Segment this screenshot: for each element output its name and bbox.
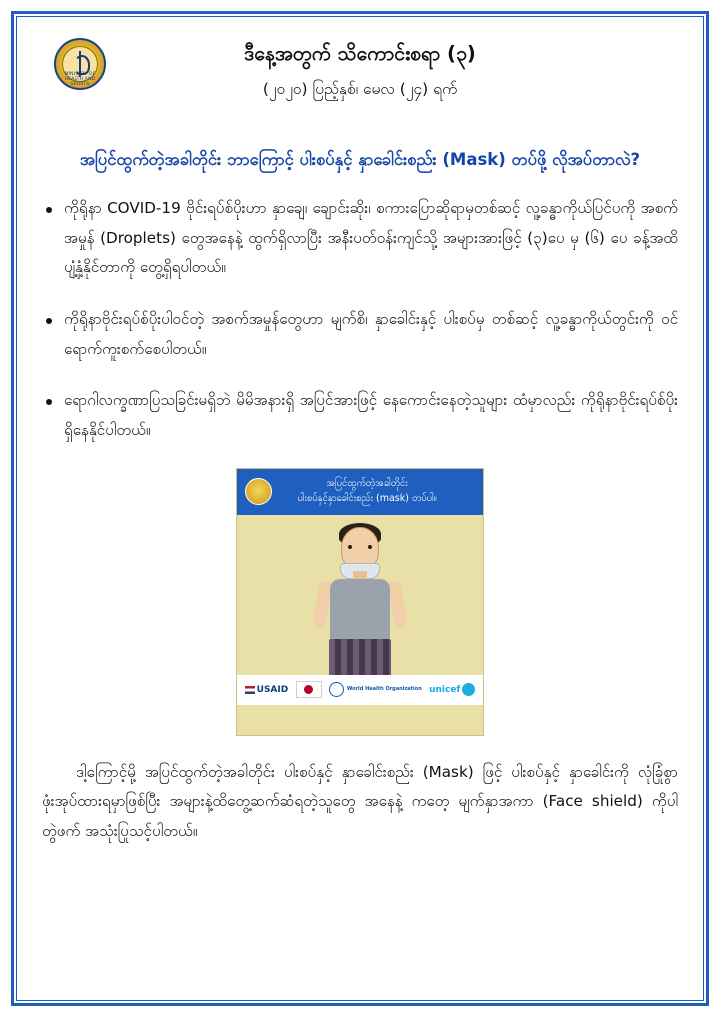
poster-headline-line1: အပြင်ထွက်တဲ့အခါတိုင်း — [326, 478, 408, 490]
list-item — [46, 305, 678, 364]
figure-torso — [330, 579, 390, 641]
figure-eye-right — [368, 545, 372, 549]
list-item — [46, 386, 678, 445]
poster-header — [237, 469, 483, 515]
page-title: ဒီနေ့အတွက် သိကောင်းစရာ (၃) — [244, 42, 476, 65]
seal-caption: MINISTRY OF HEALTH AND SPORTS — [64, 72, 96, 87]
list-item-text: ကိုရိုနာဗိုင်းရပ်စ်ပိုးပါဝင်တဲ့ အစက်အမှုန်တွေဟာ မျက်စိ၊ နှာခေါင်းနှင့် ပါးစပ်မှ တစ်ဆင့် လူ့ခန္ဓာကိုယ်တွင်းကို ဝင်ရောက်ကူးစက်စေပါတယ်။ — [64, 309, 678, 358]
list-item-text: ကိုရိုနာ COVID-19 ဗိုင်းရပ်စ်ပိုးဟာ နှာချေ၊ ချောင်းဆိုး၊ စကားပြောဆိုရာမှတစ်ဆင့် လူ့ခန္ဓာကိုယ်ပြင်ပကို အစက်အမှုန် (Droplets) တွေအနေနဲ့ ထွက်ရှိလာပြီး အနီးပတ်ဝန်းကျင်သို့ အများအားဖြင့် (၃)ပေ မှ (၆) ပေ ခန့်အထိ ပျံ့နှံ့နိုင်တာကို တွေ့ရှိရပါတယ်။ — [64, 199, 678, 277]
bullet-marker-icon — [46, 305, 64, 327]
who-logo-label: World Health Organization — [346, 685, 422, 692]
who-globe-icon — [329, 682, 344, 697]
unicef-logo — [429, 683, 475, 696]
usaid-logo — [245, 685, 289, 695]
poster-container — [24, 468, 696, 736]
section-heading: အပြင်ထွက်တဲ့အခါတိုင်း ဘာကြောင့် ပါးစပ်နှင့် နှာခေါင်းစည်း (Mask) တပ်ဖို့ လိုအပ်တာလဲ? — [79, 150, 641, 169]
figure-arm-right — [387, 580, 408, 628]
publication-date: (၂၀၂၀) ပြည့်နှစ်၊ မေလ (၂၄) ရက် — [262, 80, 458, 99]
usaid-flag-icon — [245, 686, 255, 694]
document-content — [24, 26, 696, 993]
bullet-marker-icon — [46, 386, 64, 408]
bullet-marker-icon — [46, 194, 64, 216]
poster-illustration — [237, 515, 483, 705]
closing-paragraph-wrapper — [24, 758, 696, 847]
poster-seal-icon — [245, 478, 272, 505]
list-item — [46, 194, 678, 283]
poster-headline — [277, 477, 442, 506]
figure-eye-left — [348, 545, 352, 549]
closing-paragraph: ဒါ့ကြောင့်မို့ အပြင်ထွက်တဲ့အခါတိုင်း ပါးစပ်နှင့် နှာခေါင်းစည်း (Mask) ဖြင့် ပါးစပ်နှင့် နှာခေါင်းကို လုံခြုံစွာဖုံးအုပ်ထားရမှာဖြစ်ပြီး အများနဲ့ထိတွေ့ဆက်ဆံရတဲ့သူတွေ အနေနဲ့ ကတေ့ မျက်နှာအကာ (Face shield) ကိုပါ တွဲဖက် အသုံးပြုသင့်ပါတယ်။ — [42, 762, 678, 840]
who-logo — [329, 682, 422, 697]
unicef-globe-icon — [462, 683, 475, 696]
poster-logo-bar — [237, 675, 483, 705]
poster-headline-line2: ပါးစပ်နှင့်နှာခေါင်းစည်း (mask) တပ်ပါ။ — [297, 492, 437, 504]
usaid-logo-label: USAID — [256, 684, 289, 695]
list-item-text: ရောဂါလက္ခဏာပြသခြင်းမရှိဘဲ မိမိအနားရှိ အပြင်အားဖြင့် နေကောင်းနေတဲ့သူများ ထံမှာလည်း ကိုရိုနာဗိုင်းရပ်စ်ပိုးရှိနေနိုင်ပါတယ်။ — [64, 391, 678, 439]
mask-awareness-poster — [236, 468, 484, 736]
japan-flag-logo — [296, 681, 322, 698]
document-header — [24, 26, 696, 108]
ministry-seal-icon — [54, 38, 106, 90]
bullet-list — [24, 194, 696, 445]
unicef-logo-label: unicef — [429, 684, 461, 695]
title-block — [24, 26, 696, 101]
